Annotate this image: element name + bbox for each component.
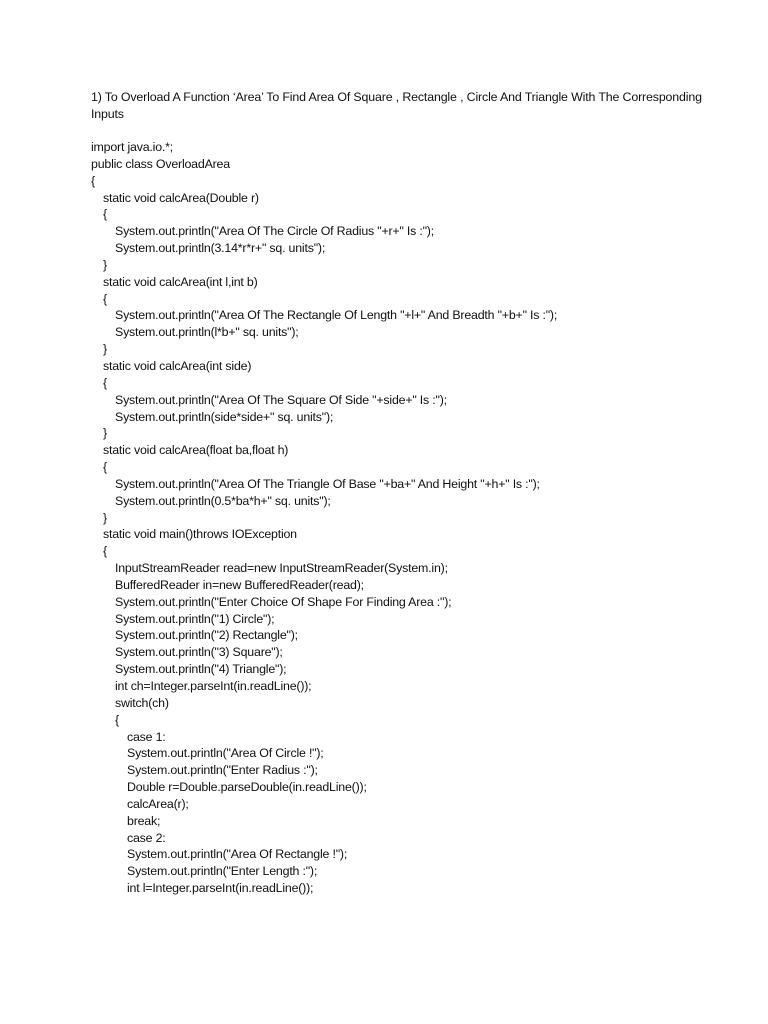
code-line: } <box>103 257 107 272</box>
code-line: System.out.println("4) Triangle"); <box>115 662 287 677</box>
code-line: } <box>103 510 107 525</box>
code-line: System.out.println("2) Rectangle"); <box>115 628 298 643</box>
code-line: { <box>115 712 119 727</box>
code-line: } <box>103 342 107 357</box>
code-line: System.out.println("Area Of Rectangle !"); <box>127 847 348 862</box>
code-line: switch(ch) <box>115 695 169 710</box>
code-line: int l=Integer.parseInt(in.readLine()); <box>127 881 314 896</box>
code-listing <box>91 139 731 897</box>
code-line: case 1: <box>127 729 166 744</box>
code-line: static void calcArea(int side) <box>103 358 252 373</box>
code-line: break; <box>127 813 161 828</box>
code-line: System.out.println("Enter Choice Of Shape For Finding Area :"); <box>115 594 452 609</box>
code-line: calcArea(r); <box>127 796 189 811</box>
code-line: System.out.println("Area Of The Square Of Side "+side+" Is :"); <box>115 392 447 407</box>
code-line: } <box>103 426 107 441</box>
code-line: { <box>103 544 107 559</box>
document-body <box>91 89 731 897</box>
code-line: int ch=Integer.parseInt(in.readLine()); <box>115 679 312 693</box>
code-line: System.out.println("Area Of Circle !"); <box>127 746 324 761</box>
code-line: static void calcArea(int l,int b) <box>103 274 258 289</box>
code-line: { <box>103 460 107 475</box>
code-line: System.out.println(3.14*r*r+" sq. units"); <box>115 241 326 256</box>
code-line: static void calcArea(float ba,float h) <box>103 443 289 458</box>
code-line: System.out.println(l*b+" sq. units"); <box>115 325 299 340</box>
code-line: public class OverloadArea <box>91 156 230 171</box>
code-line: InputStreamReader read=new InputStreamReader(System.in); <box>115 561 448 576</box>
code-line: { <box>103 375 107 390</box>
code-line: System.out.println("Enter Length :"); <box>127 864 318 879</box>
code-line: case 2: <box>127 830 166 845</box>
code-line: import java.io.*; <box>91 140 173 154</box>
code-line: static void main()throws IOException <box>103 527 297 542</box>
code-line: System.out.println("1) Circle"); <box>115 611 275 626</box>
code-line: BufferedReader in=new BufferedReader(read); <box>115 577 364 592</box>
code-line: System.out.println("3) Square"); <box>115 645 283 660</box>
question-title: 1) To Overload A Function ‘Area’ To Find Area Of Square , Rectangle , Circle And Triangle With The Corresponding Inputs <box>91 90 702 121</box>
code-line: static void calcArea(Double r) <box>103 190 259 205</box>
code-line: System.out.println("Area Of The Triangle Of Base "+ba+" And Height "+h+" Is :"); <box>115 476 540 491</box>
code-line: { <box>103 207 107 222</box>
code-line: System.out.println("Area Of The Circle Of Radius "+r+" Is :"); <box>115 224 434 239</box>
code-line: { <box>103 291 107 306</box>
code-line: System.out.println(side*side+" sq. units"); <box>115 409 334 424</box>
code-line: { <box>91 173 95 188</box>
code-line: System.out.println("Enter Radius :"); <box>127 763 318 778</box>
code-line: System.out.println("Area Of The Rectangle Of Length "+l+" And Breadth "+b+" Is :"); <box>115 308 558 323</box>
code-line: System.out.println(0.5*ba*h+" sq. units"); <box>115 493 331 508</box>
code-line: Double r=Double.parseDouble(in.readLine()); <box>127 780 367 795</box>
